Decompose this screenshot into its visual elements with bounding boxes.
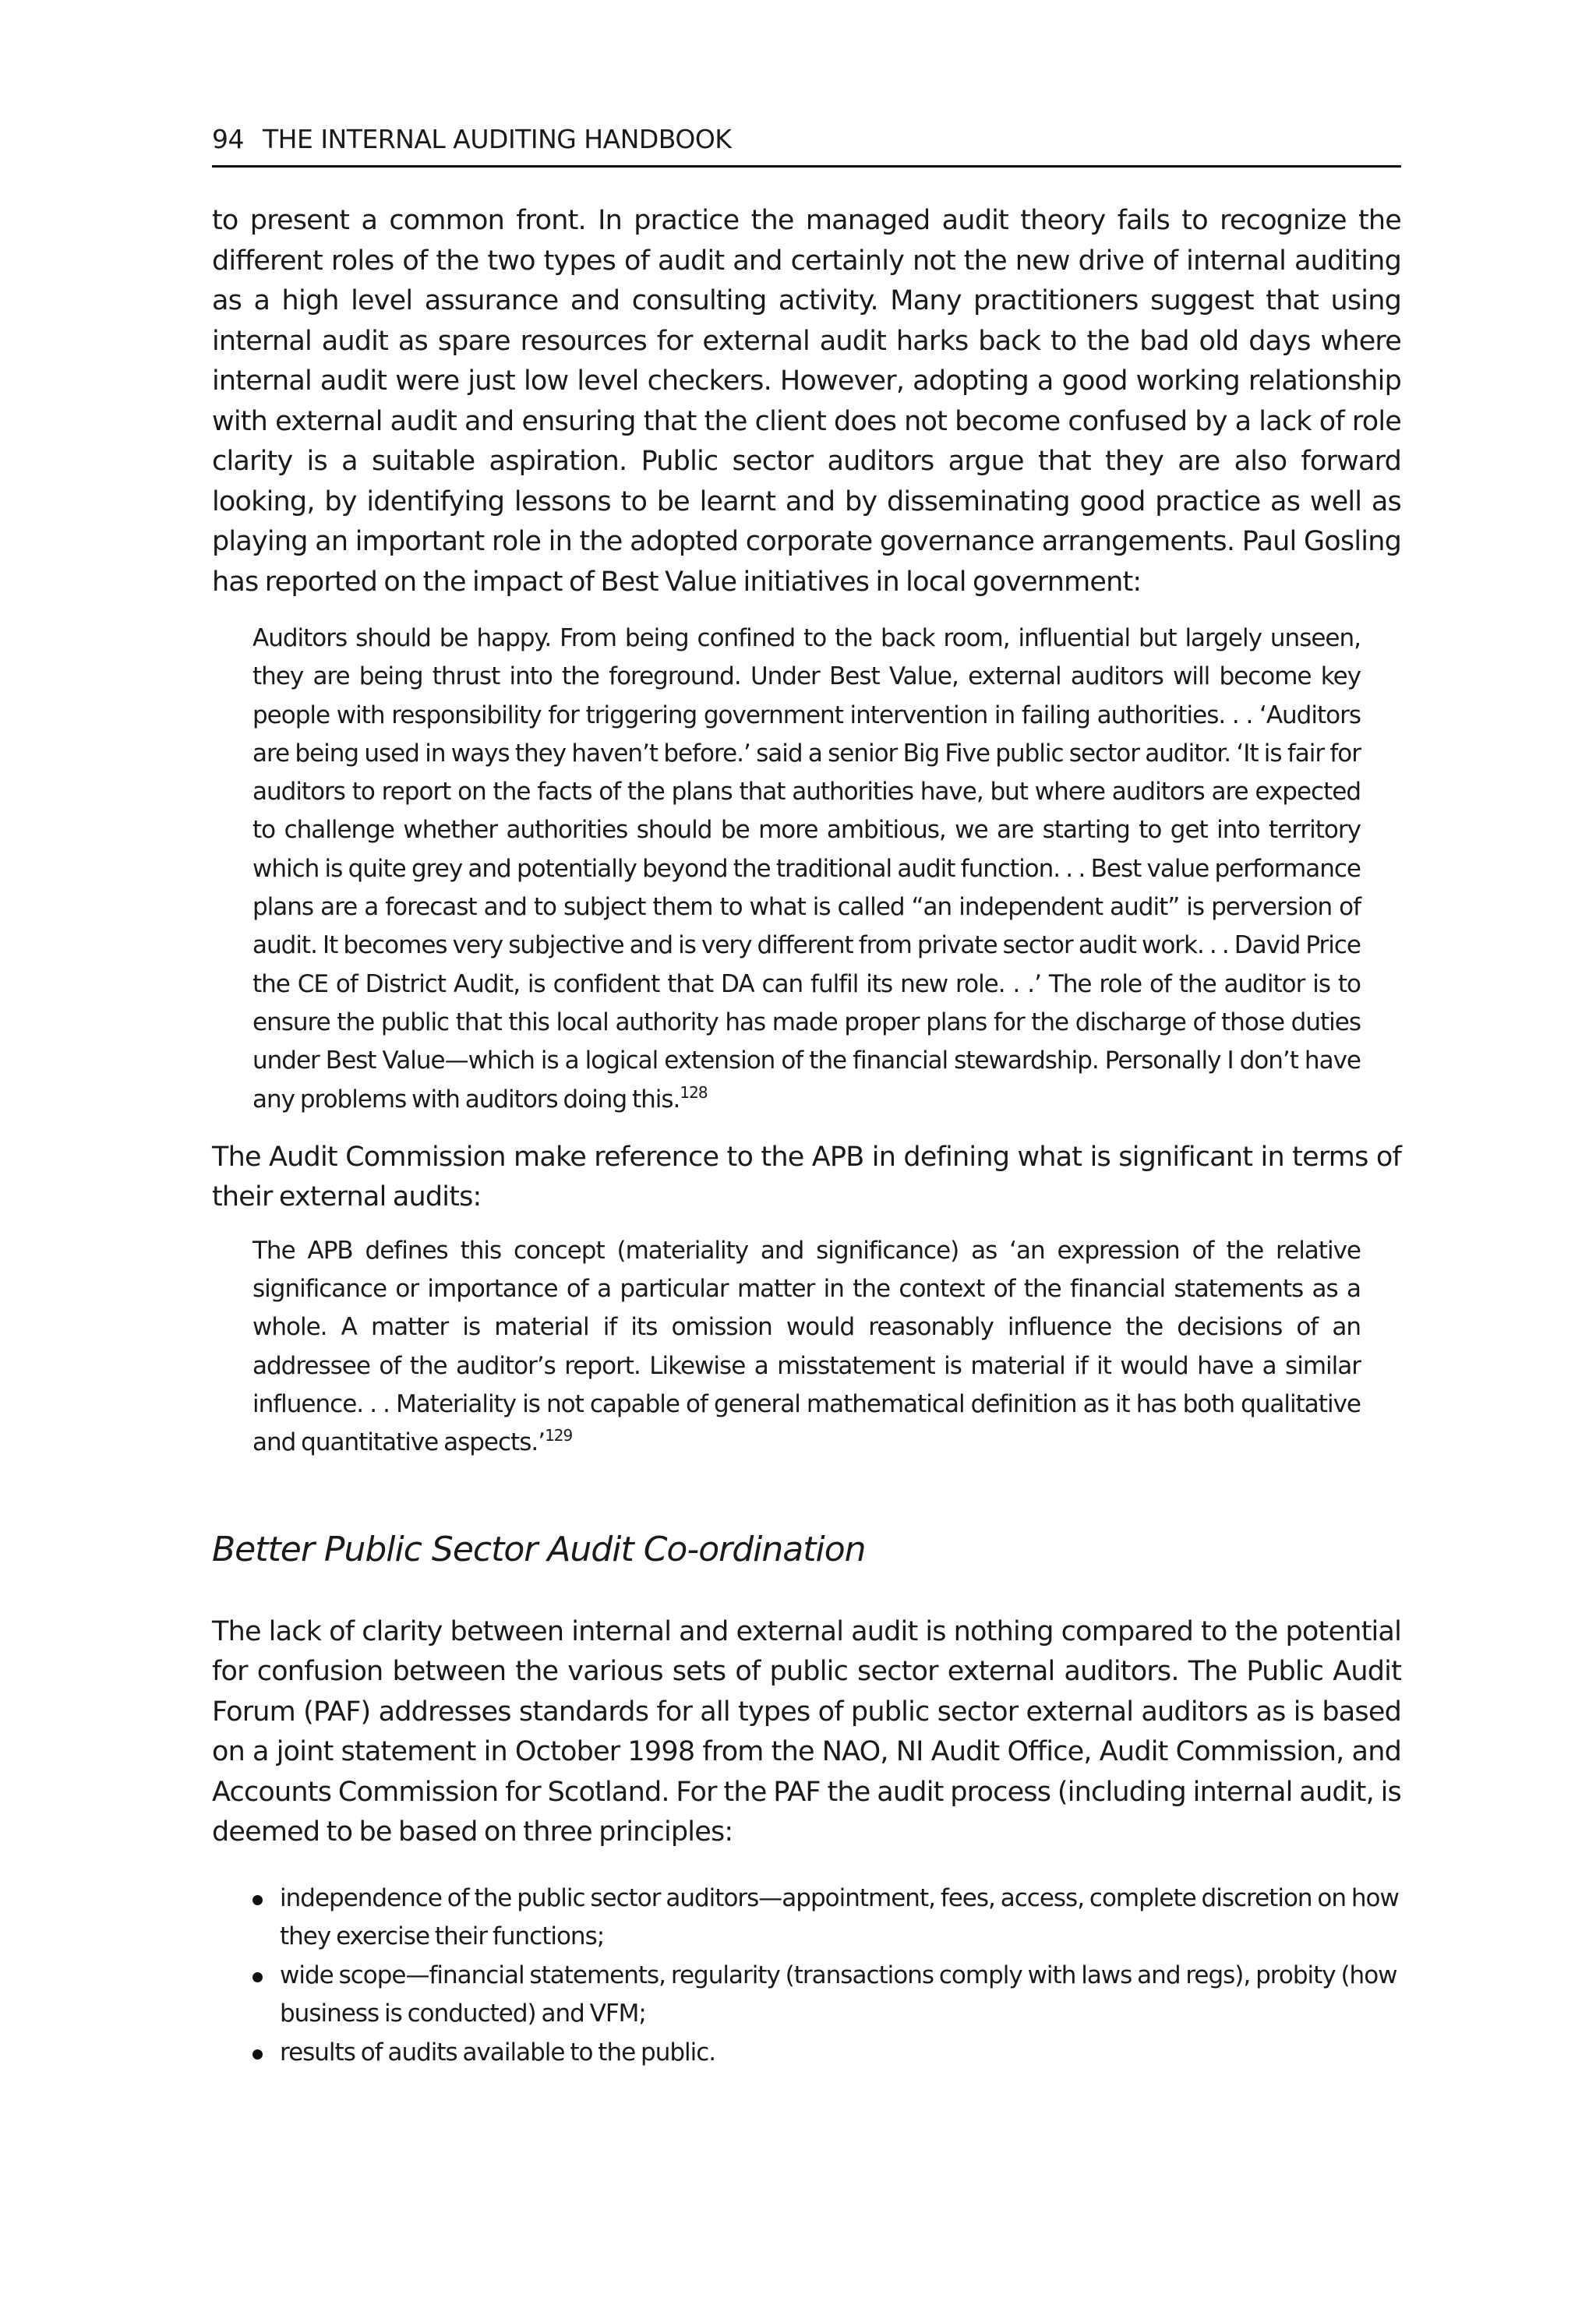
- body-paragraph-2: The Audit Commission make reference to the APB in defining what is significant in terms of their external audits:: [212, 1141, 1401, 1213]
- section-heading: Better Public Sector Audit Co-ordination: [212, 1529, 866, 1569]
- body-paragraph-1: to present a common front. In practice the managed audit theory fails to recognize the different roles of the two types of audit and certainly not the new drive of internal auditing as a high level assurance and consulting activity. Many practitioners suggest that using internal audit as spare resources for external audit harks back to the bad old days where internal audit were just low level checkers. However, adopting a good working relationship with external audit and ensuring that the client does not become confused by a lack of role clarity is a suitable aspiration. Public sector auditors argue that they are also forward looking, by identifying lessons to be learnt and by disseminating good practice as well as playing an important role in the adopted corporate governance arrangements. Paul Gosling has reported on the impact of Best Value initiatives in local government:: [212, 205, 1401, 598]
- body-paragraph-3: The lack of clarity between internal and external audit is nothing compared to the potential for confusion between the various sets of public sector external auditors. The Public Audit Forum (PAF) addresses standards for all types of public sector external auditors as is based on a joint statement in October 1998 from the NAO, NI Audit Office, Audit Commission, and Accounts Commission for Scotland. For the PAF the audit process (including internal audit, is deemed to be based on three principles:: [212, 1615, 1401, 1848]
- bullet-icon: [252, 1972, 263, 1982]
- running-header: [212, 123, 1401, 168]
- principles-list: [252, 1880, 1401, 2073]
- bullet-icon: [252, 2049, 263, 2060]
- block-quote-gosling: [252, 619, 1361, 1119]
- list-item-text: results of audits available to the public.: [280, 2038, 716, 2067]
- book-title: THE INTERNAL AUDITING HANDBOOK: [263, 124, 732, 154]
- footnote-ref-128: 128: [680, 1082, 708, 1102]
- footnote-ref-129: 129: [545, 1426, 573, 1445]
- quote-2-text: The APB defines this concept (materiality and significance) as ‘an expression of the relative significance or importance of a particular matter in the context of the financial statements as a whole. A matter is material if its omission would reasonably influence the decisions of an addressee of the auditor’s report. Likewise a misstatement is material if it would have a similar influence. . . Materiality is not capable of general mathematical definition as it has both qualitative and quantitative aspects.’: [252, 1236, 1361, 1457]
- list-item: [252, 1957, 1401, 2034]
- block-quote-apb: [252, 1232, 1361, 1463]
- list-item-text: independence of the public sector auditors—appointment, fees, access, complete discretion on how they exercise their functions;: [280, 1883, 1399, 1951]
- list-item: [252, 2034, 1401, 2073]
- list-item-text: wide scope—financial statements, regularity (transactions comply with laws and regs), probity (how business is conducted) and VFM;: [280, 1961, 1397, 2028]
- bullet-icon: [252, 1895, 263, 1905]
- list-item: [252, 1880, 1401, 1957]
- quote-1-text: Auditors should be happy. From being confined to the back room, influential but largely unseen, they are being thrust into the foreground. Under Best Value, external auditors will become key people with responsibility for triggering government intervention in failing authorities. . . ‘Auditors are being used in ways they haven’t before.’ said a senior Big Five public sector auditor. ‘It is fair for auditors to report on the facts of the plans that authorities have, but where auditors are expected to challenge whether authorities should be more ambitious, we are starting to get into territory which is quite grey and potentially beyond the traditional audit function. . . Best value performance plans are a forecast and to subject them to what is called “an independent audit” is perversion of audit. It becomes very subjective and is very different from private sector audit work. . . David Price the CE of District Audit, is confident that DA can fulfil its new role. . .’ The role of the auditor is to ensure the public that this local authority has made proper plans for the discharge of those duties under Best Value—which is a logical extension of the financial stewardship. Personally I don’t have any problems with auditors doing this.: [252, 624, 1361, 1114]
- page-content: [212, 201, 1401, 2072]
- page-number: 94: [212, 124, 244, 154]
